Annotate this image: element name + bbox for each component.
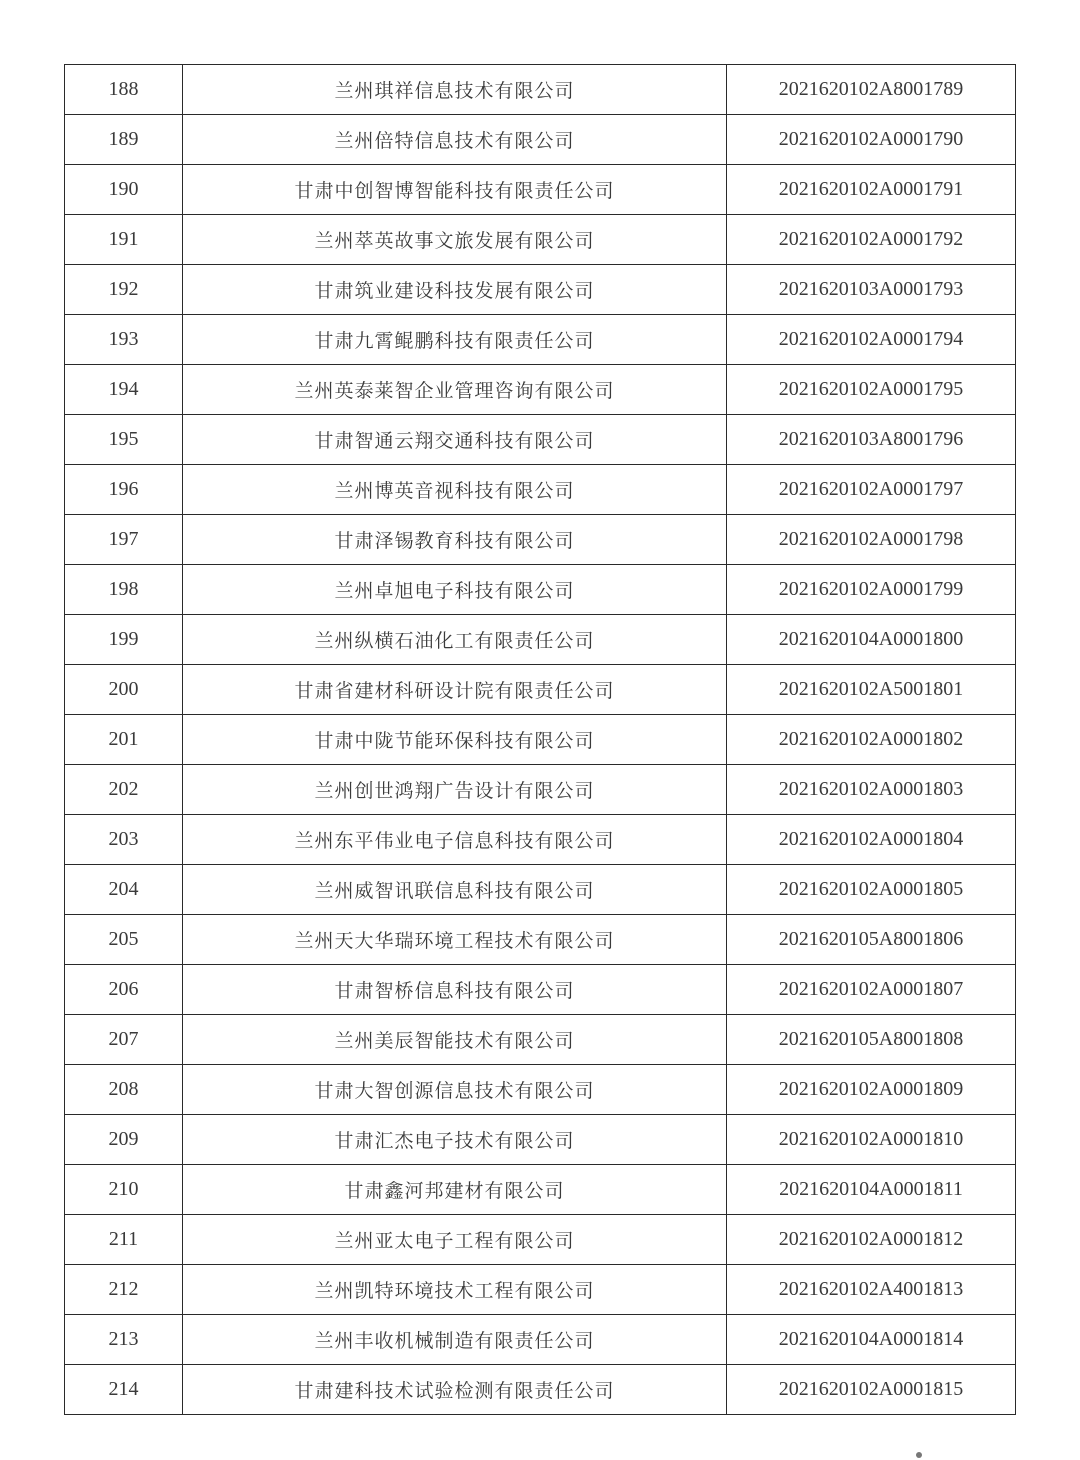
company-name: 兰州威智讯联信息科技有限公司 bbox=[183, 865, 727, 915]
company-name: 兰州萃英故事文旅发展有限公司 bbox=[183, 215, 727, 265]
registration-code: 2021620102A0001805 bbox=[727, 865, 1016, 915]
row-number: 198 bbox=[65, 565, 183, 615]
company-name: 甘肃建科技术试验检测有限责任公司 bbox=[183, 1365, 727, 1415]
row-number: 189 bbox=[65, 115, 183, 165]
registration-code: 2021620102A0001797 bbox=[727, 465, 1016, 515]
registration-code: 2021620102A4001813 bbox=[727, 1265, 1016, 1315]
registration-code: 2021620102A0001790 bbox=[727, 115, 1016, 165]
row-number: 188 bbox=[65, 65, 183, 115]
registration-code: 2021620102A0001812 bbox=[727, 1215, 1016, 1265]
table-row bbox=[65, 1115, 1016, 1165]
table-row bbox=[65, 315, 1016, 365]
table-row bbox=[65, 115, 1016, 165]
row-number: 197 bbox=[65, 515, 183, 565]
row-number: 204 bbox=[65, 865, 183, 915]
table-row bbox=[65, 465, 1016, 515]
row-number: 206 bbox=[65, 965, 183, 1015]
company-name: 兰州丰收机械制造有限责任公司 bbox=[183, 1315, 727, 1365]
registration-code: 2021620102A0001795 bbox=[727, 365, 1016, 415]
registration-code: 2021620102A0001799 bbox=[727, 565, 1016, 615]
company-name: 甘肃大智创源信息技术有限公司 bbox=[183, 1065, 727, 1115]
registration-code: 2021620102A0001798 bbox=[727, 515, 1016, 565]
row-number: 213 bbox=[65, 1315, 183, 1365]
table-row bbox=[65, 815, 1016, 865]
registration-code: 2021620104A0001814 bbox=[727, 1315, 1016, 1365]
company-name: 甘肃智桥信息科技有限公司 bbox=[183, 965, 727, 1015]
registration-code: 2021620102A0001815 bbox=[727, 1365, 1016, 1415]
table-row bbox=[65, 1315, 1016, 1365]
table-row bbox=[65, 415, 1016, 465]
registration-code: 2021620102A0001794 bbox=[727, 315, 1016, 365]
table-row bbox=[65, 1215, 1016, 1265]
company-name: 甘肃九霄鲲鹏科技有限责任公司 bbox=[183, 315, 727, 365]
table-row bbox=[65, 715, 1016, 765]
row-number: 210 bbox=[65, 1165, 183, 1215]
table-row bbox=[65, 1265, 1016, 1315]
table-row bbox=[65, 365, 1016, 415]
table-row bbox=[65, 615, 1016, 665]
company-name: 甘肃鑫河邦建材有限公司 bbox=[183, 1165, 727, 1215]
registration-code: 2021620104A0001800 bbox=[727, 615, 1016, 665]
company-name: 兰州倍特信息技术有限公司 bbox=[183, 115, 727, 165]
row-number: 202 bbox=[65, 765, 183, 815]
registration-code: 2021620102A0001791 bbox=[727, 165, 1016, 215]
registration-code: 2021620104A0001811 bbox=[727, 1165, 1016, 1215]
row-number: 201 bbox=[65, 715, 183, 765]
row-number: 212 bbox=[65, 1265, 183, 1315]
table-row bbox=[65, 1065, 1016, 1115]
row-number: 214 bbox=[65, 1365, 183, 1415]
company-name: 甘肃中创智博智能科技有限责任公司 bbox=[183, 165, 727, 215]
table-row bbox=[65, 1365, 1016, 1415]
company-name: 甘肃筑业建设科技发展有限公司 bbox=[183, 265, 727, 315]
registration-code: 2021620102A0001802 bbox=[727, 715, 1016, 765]
registration-table bbox=[64, 64, 1016, 1415]
company-name: 兰州卓旭电子科技有限公司 bbox=[183, 565, 727, 615]
company-name: 兰州亚太电子工程有限公司 bbox=[183, 1215, 727, 1265]
registration-code: 2021620105A8001806 bbox=[727, 915, 1016, 965]
row-number: 209 bbox=[65, 1115, 183, 1165]
row-number: 203 bbox=[65, 815, 183, 865]
row-number: 193 bbox=[65, 315, 183, 365]
registration-code: 2021620103A0001793 bbox=[727, 265, 1016, 315]
row-number: 208 bbox=[65, 1065, 183, 1115]
registration-code: 2021620102A0001792 bbox=[727, 215, 1016, 265]
row-number: 211 bbox=[65, 1215, 183, 1265]
registration-code: 2021620102A0001807 bbox=[727, 965, 1016, 1015]
registration-code: 2021620102A8001789 bbox=[727, 65, 1016, 115]
registration-code: 2021620102A0001810 bbox=[727, 1115, 1016, 1165]
table-row bbox=[65, 915, 1016, 965]
table-row bbox=[65, 65, 1016, 115]
company-name: 兰州纵横石油化工有限责任公司 bbox=[183, 615, 727, 665]
company-name: 甘肃智通云翔交通科技有限公司 bbox=[183, 415, 727, 465]
company-name: 兰州英泰莱智企业管理咨询有限公司 bbox=[183, 365, 727, 415]
company-name: 兰州博英音视科技有限公司 bbox=[183, 465, 727, 515]
row-number: 194 bbox=[65, 365, 183, 415]
company-name: 甘肃泽锡教育科技有限公司 bbox=[183, 515, 727, 565]
row-number: 199 bbox=[65, 615, 183, 665]
company-name: 兰州琪祥信息技术有限公司 bbox=[183, 65, 727, 115]
registration-code: 2021620102A0001803 bbox=[727, 765, 1016, 815]
company-name: 甘肃省建材科研设计院有限责任公司 bbox=[183, 665, 727, 715]
table-body bbox=[65, 65, 1016, 1415]
company-name: 兰州美辰智能技术有限公司 bbox=[183, 1015, 727, 1065]
row-number: 200 bbox=[65, 665, 183, 715]
table-row bbox=[65, 165, 1016, 215]
table-row bbox=[65, 565, 1016, 615]
row-number: 192 bbox=[65, 265, 183, 315]
table-row bbox=[65, 865, 1016, 915]
company-name: 兰州创世鸿翔广告设计有限公司 bbox=[183, 765, 727, 815]
row-number: 190 bbox=[65, 165, 183, 215]
registration-code: 2021620102A0001804 bbox=[727, 815, 1016, 865]
table-row bbox=[65, 765, 1016, 815]
registration-code: 2021620103A8001796 bbox=[727, 415, 1016, 465]
row-number: 207 bbox=[65, 1015, 183, 1065]
table-row bbox=[65, 965, 1016, 1015]
table-row bbox=[65, 265, 1016, 315]
company-name: 甘肃汇杰电子技术有限公司 bbox=[183, 1115, 727, 1165]
registration-code: 2021620102A5001801 bbox=[727, 665, 1016, 715]
row-number: 195 bbox=[65, 415, 183, 465]
company-name: 兰州东平伟业电子信息科技有限公司 bbox=[183, 815, 727, 865]
table-row bbox=[65, 1015, 1016, 1065]
row-number: 191 bbox=[65, 215, 183, 265]
company-name: 甘肃中陇节能环保科技有限公司 bbox=[183, 715, 727, 765]
table-row bbox=[65, 215, 1016, 265]
row-number: 196 bbox=[65, 465, 183, 515]
company-name: 兰州凯特环境技术工程有限公司 bbox=[183, 1265, 727, 1315]
table-row bbox=[65, 1165, 1016, 1215]
table-row bbox=[65, 515, 1016, 565]
registration-code: 2021620102A0001809 bbox=[727, 1065, 1016, 1115]
registration-code: 2021620105A8001808 bbox=[727, 1015, 1016, 1065]
company-name: 兰州天大华瑞环境工程技术有限公司 bbox=[183, 915, 727, 965]
table-row bbox=[65, 665, 1016, 715]
row-number: 205 bbox=[65, 915, 183, 965]
page-dot-mark bbox=[916, 1452, 922, 1458]
